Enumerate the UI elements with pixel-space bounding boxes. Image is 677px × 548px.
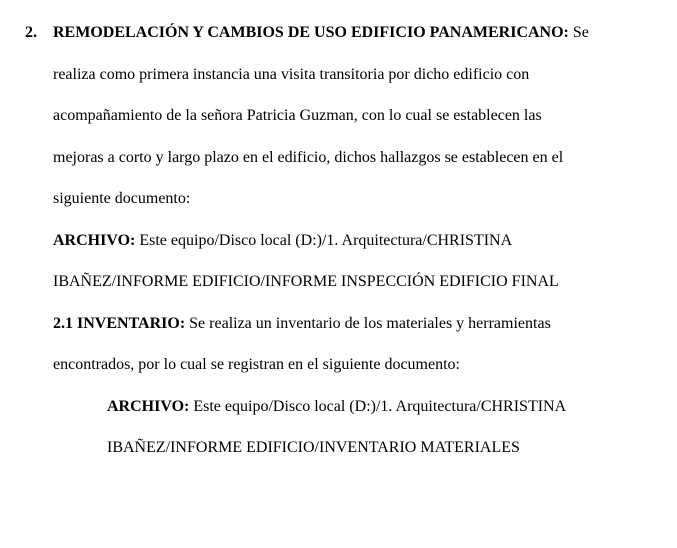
archivo-label: ARCHIVO:: [107, 398, 190, 415]
subsection-heading-line: [53, 314, 551, 334]
paragraph-line: realiza como primera instancia una visita transitoria por dicho edificio con: [53, 66, 530, 83]
archivo-line: [53, 231, 512, 251]
archivo-path-continued: IBAÑEZ/INFORME EDIFICIO/INVENTARIO MATERIALES: [107, 439, 520, 456]
paragraph-line: encontrados, por lo cual se registran en el siguiente documento:: [53, 356, 460, 373]
section-heading: REMODELACIÓN Y CAMBIOS DE USO EDIFICIO PANAMERICANO:: [53, 24, 569, 41]
paragraph-line: acompañamiento de la señora Patricia Guzman, con lo cual se establecen las: [53, 107, 542, 124]
paragraph-line: siguiente documento:: [53, 190, 191, 207]
paragraph-text: Se: [568, 24, 589, 41]
archivo-line: [107, 397, 566, 417]
archivo-label: ARCHIVO:: [53, 232, 136, 249]
section-number: 2.: [25, 24, 37, 41]
archivo-path: Este equipo/Disco local (D:)/1. Arquitectura/CHRISTINA: [189, 398, 567, 415]
subsection-heading: 2.1 INVENTARIO:: [53, 315, 186, 332]
archivo-path-continued: IBAÑEZ/INFORME EDIFICIO/INFORME INSPECCIÓN EDIFICIO FINAL: [53, 273, 559, 290]
section-heading-line: [53, 23, 589, 43]
archivo-path: Este equipo/Disco local (D:)/1. Arquitectura/CHRISTINA: [135, 232, 513, 249]
paragraph-text: Se realiza un inventario de los materiales y herramientas: [185, 315, 551, 332]
paragraph-line: mejoras a corto y largo plazo en el edificio, dichos hallazgos se establecen en el: [53, 149, 564, 166]
